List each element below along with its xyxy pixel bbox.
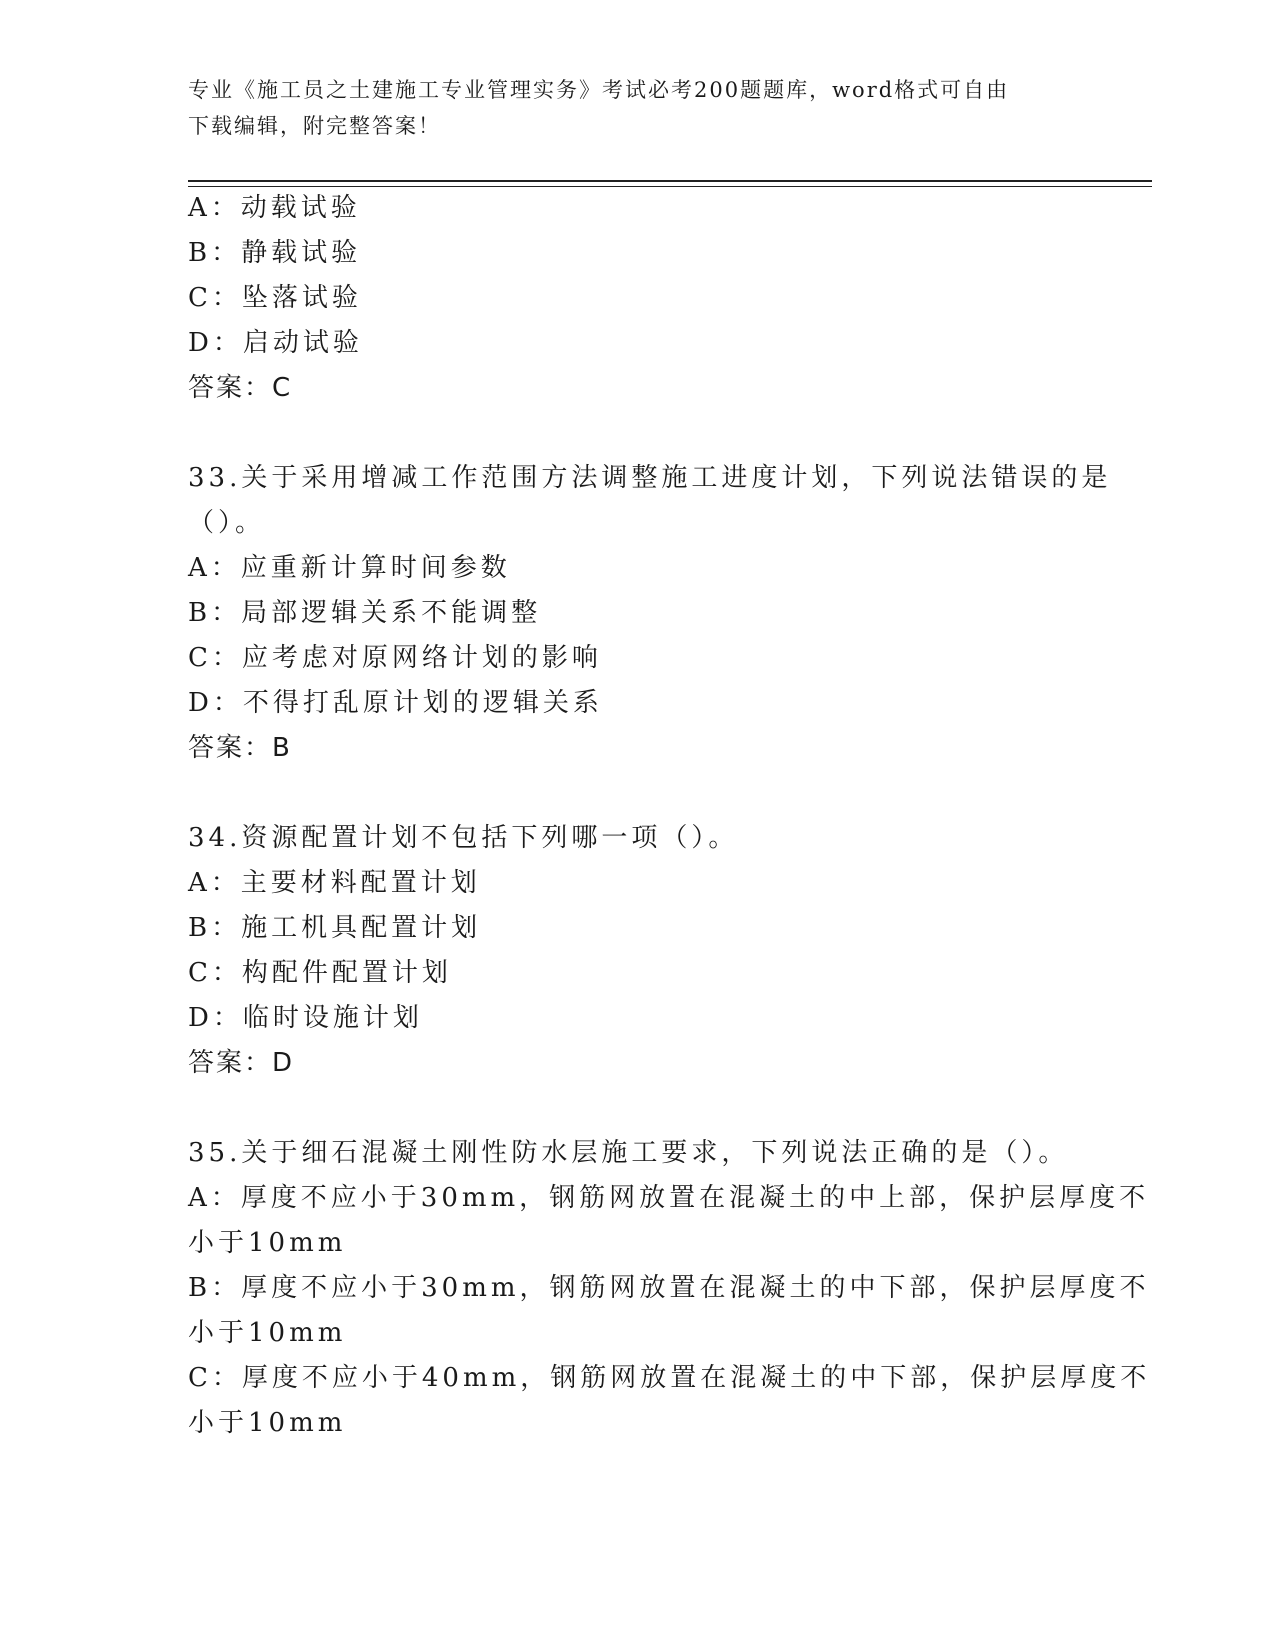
header-line-1: 专业《施工员之土建施工专业管理实务》考试必考200题题库，word格式可自由 (188, 78, 1010, 102)
q32-answer: 答案：C (188, 373, 293, 403)
q33-option-a: A：应重新计算时间参数 (188, 553, 511, 583)
q35-question: 35.关于细石混凝土刚性防水层施工要求，下列说法正确的是（）。 (188, 1138, 1069, 1168)
q35-option-b-line-1: B：厚度不应小于30mm，钢筋网放置在混凝土的中下部，保护层厚度不 (188, 1273, 1150, 1303)
q35-option-a-line-2: 小于10mm (188, 1228, 347, 1258)
q33-question-line-2: （）。 (188, 508, 266, 538)
q34-option-a: A：主要材料配置计划 (188, 868, 481, 898)
q33-question-line-1: 33.关于采用增减工作范围方法调整施工进度计划，下列说法错误的是 (188, 463, 1112, 493)
q33-answer: 答案：B (188, 733, 292, 763)
document-header (188, 72, 1068, 144)
q33-option-c: C：应考虑对原网络计划的影响 (188, 643, 602, 673)
header-divider-thick (188, 180, 1152, 182)
q35-option-c-line-2: 小于10mm (188, 1408, 347, 1438)
q35-option-a-line-1: A：厚度不应小于30mm，钢筋网放置在混凝土的中上部，保护层厚度不 (188, 1183, 1150, 1213)
q32-option-d: D：启动试验 (188, 328, 363, 358)
q35-option-b-line-2: 小于10mm (188, 1318, 347, 1348)
q32-option-b: B：静载试验 (188, 238, 362, 268)
q34-answer: 答案：D (188, 1048, 295, 1078)
q33-option-d: D：不得打乱原计划的逻辑关系 (188, 688, 603, 718)
q34-question: 34.资源配置计划不包括下列哪一项（）。 (188, 823, 739, 853)
q33-option-b: B：局部逻辑关系不能调整 (188, 598, 542, 628)
header-line-2: 下载编辑，附完整答案！ (188, 114, 441, 138)
q34-option-d: D：临时设施计划 (188, 1003, 423, 1033)
header-divider-thin (188, 186, 1152, 187)
q34-option-b: B：施工机具配置计划 (188, 913, 482, 943)
q32-option-a: A：动载试验 (188, 193, 361, 223)
q35-option-c-line-1: C：厚度不应小于40mm，钢筋网放置在混凝土的中下部，保护层厚度不 (188, 1363, 1151, 1393)
q32-option-c: C：坠落试验 (188, 283, 362, 313)
q34-option-c: C：构配件配置计划 (188, 958, 452, 988)
